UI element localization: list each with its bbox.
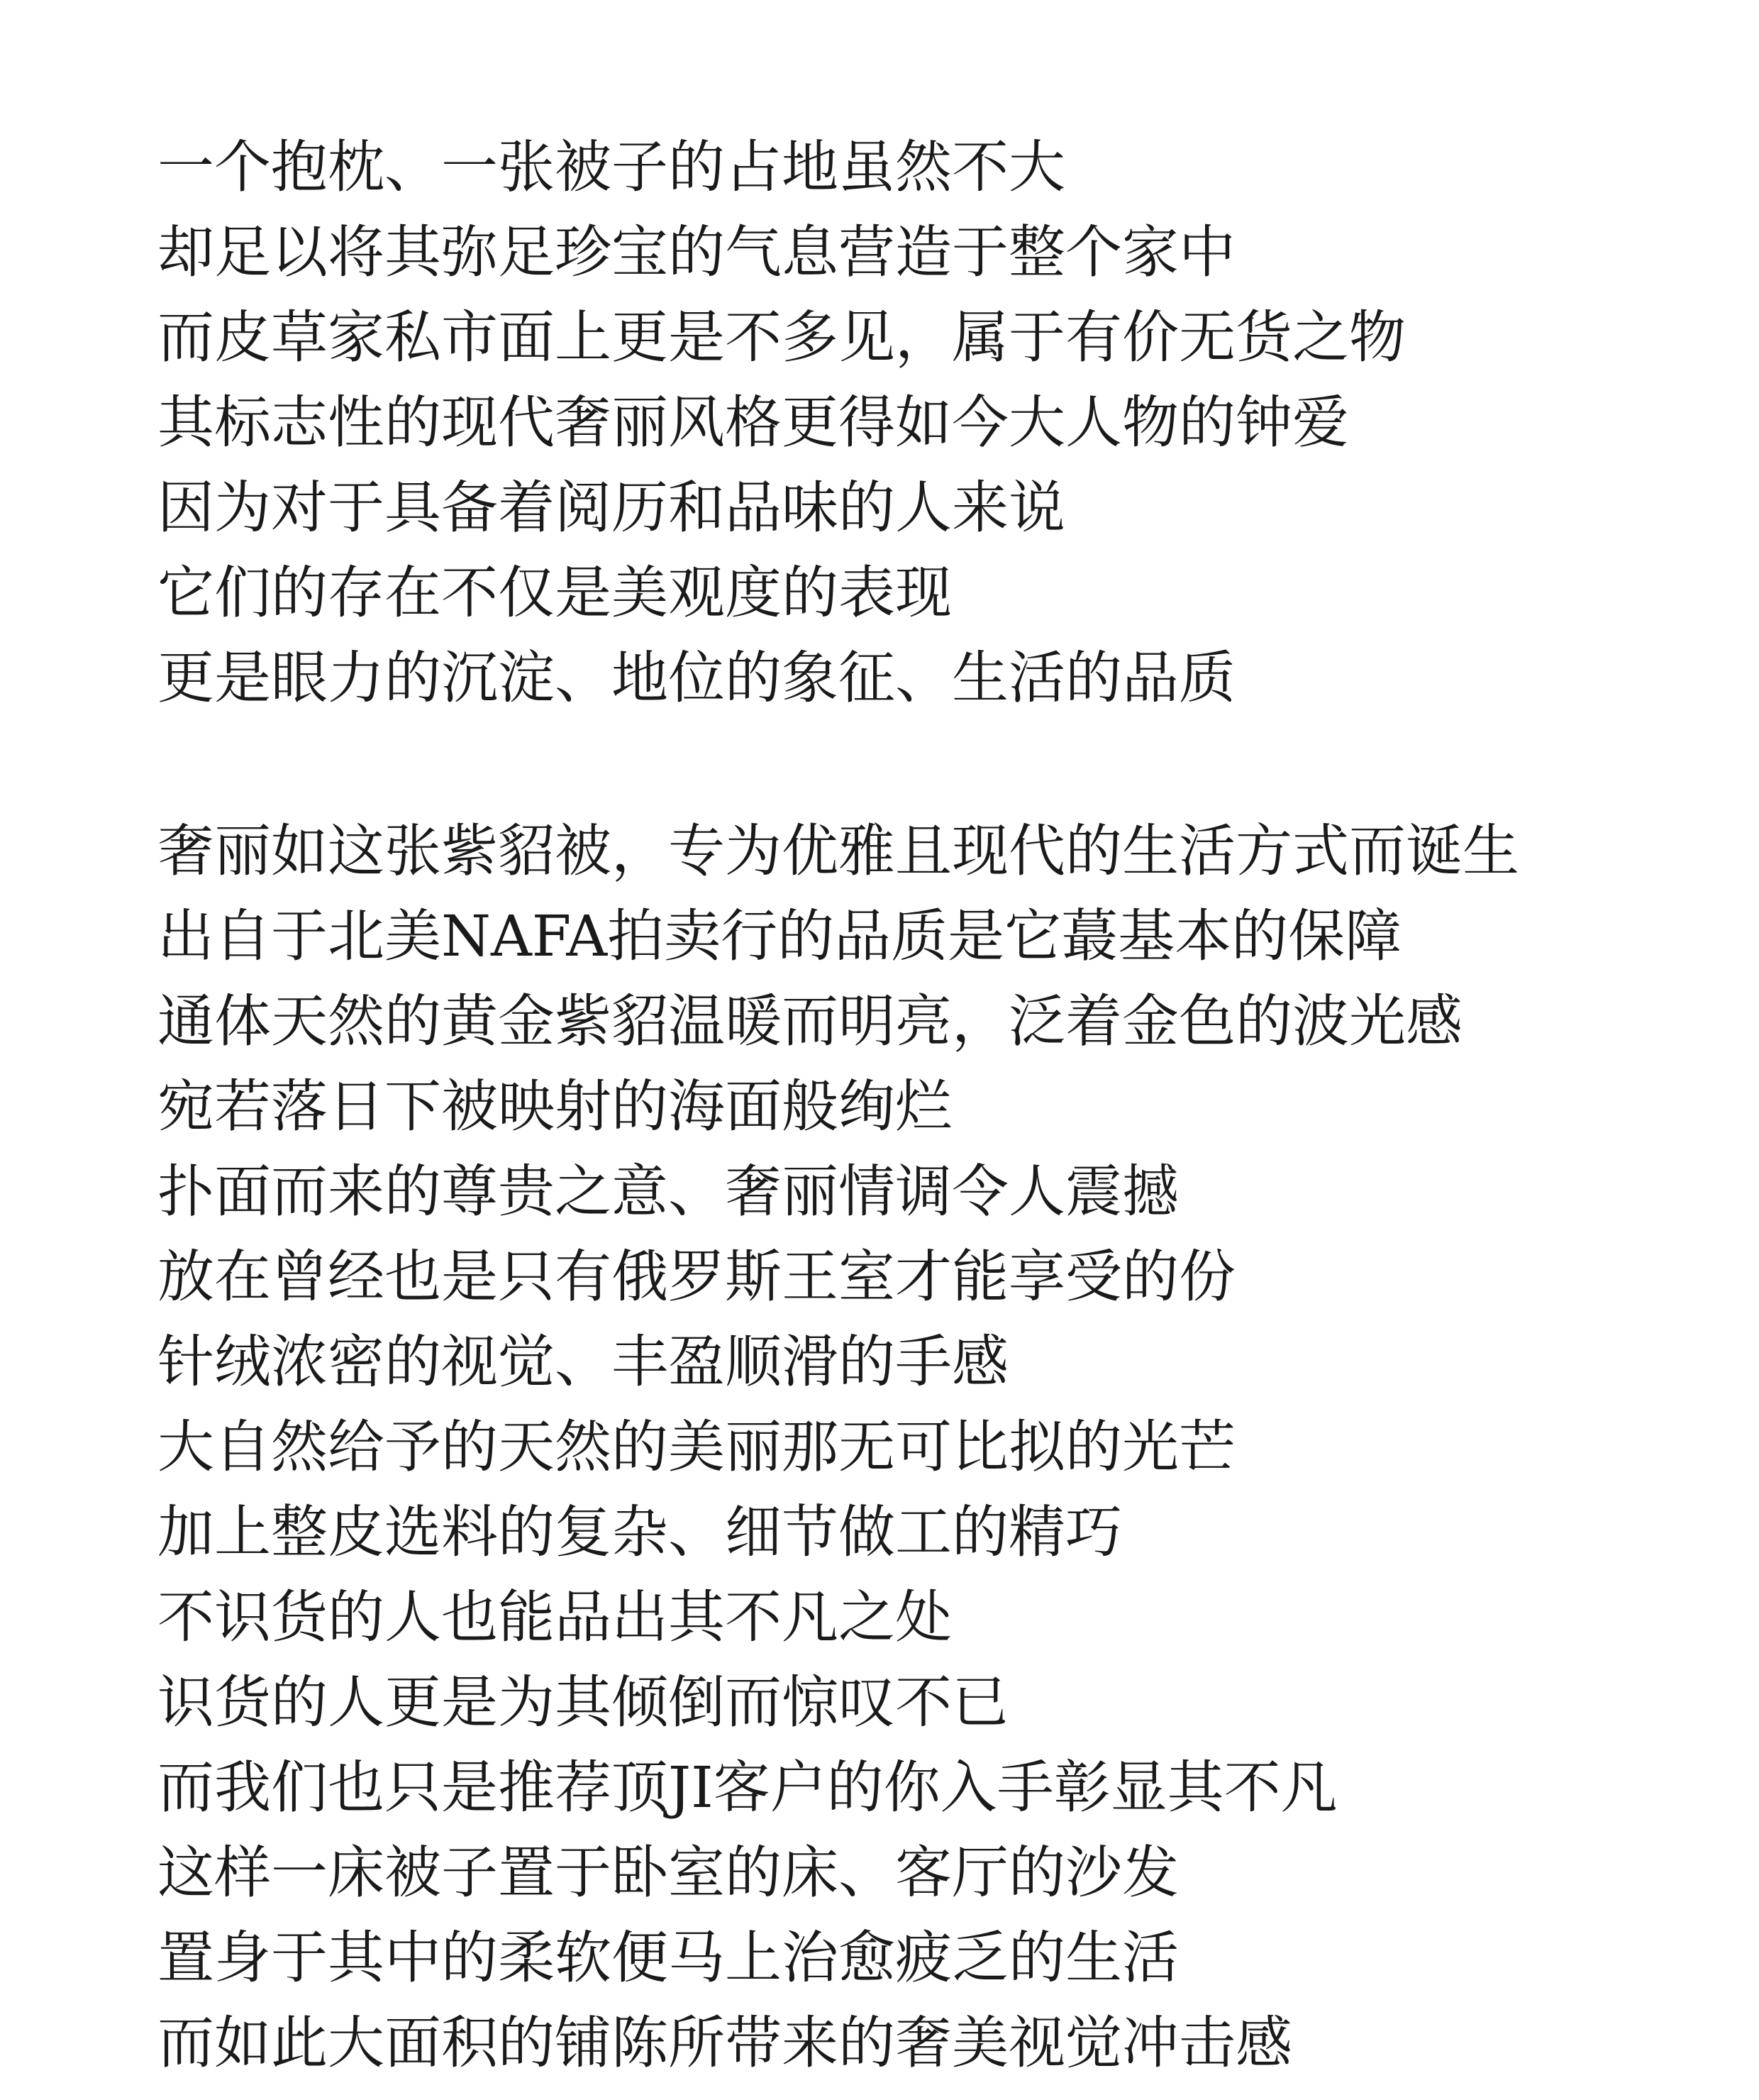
text-line: 一个抱枕、一张被子的占地虽然不大 (157, 134, 1065, 200)
text-line: 因为对于具备着阅历和品味的人来说 (157, 475, 1065, 541)
text-line: 大自然给予的天然的美丽那无可比拟的光芒 (157, 1414, 1236, 1480)
text-line: 而皮草家私市面上更是不多见，属于有价无货之物 (157, 304, 1406, 370)
text-line: 奢丽如这张紫貂被，专为优雅且现代的生活方式而诞生 (157, 818, 1519, 884)
text-line: 不识货的人也能品出其不凡之处 (157, 1584, 952, 1650)
text-line: 扑面而来的尊贵之意、奢丽情调令人震撼 (157, 1159, 1179, 1225)
text-line: 识货的人更是为其倾倒而惊叹不已 (157, 1669, 1009, 1735)
text-line: 而如此大面积的铺陈所带来的奢美视觉冲击感 (157, 2010, 1292, 2076)
text-line: 放在曾经也是只有俄罗斯王室才能享受的份 (157, 1244, 1236, 1310)
text-line: 而我们也只是推荐顶JI客户的你入手彰显其不凡 (157, 1754, 1338, 1820)
text-line: 加上整皮选料的复杂、细节做工的精巧 (157, 1499, 1122, 1565)
text-line: 这样一床被子置于卧室的床、客厅的沙发 (157, 1840, 1179, 1906)
text-line: 其标志性的现代奢丽风格更得如今大人物的钟爱 (157, 389, 1349, 455)
paragraph-2 (157, 809, 1519, 2086)
text-line: 置身于其中的柔软便马上治愈疲乏的生活 (157, 1925, 1179, 1991)
text-line: 宛若落日下被映射的海面般绚烂 (157, 1073, 952, 1139)
text-line: 更是眼力的沉淀、地位的象征、生活的品质 (157, 645, 1236, 711)
text-line: 通体天然的黄金紫貂温暖而明亮，泛着金色的波光感 (157, 988, 1463, 1054)
text-line: 它们的存在不仅是美观度的表现 (157, 560, 952, 626)
text-line: 却足以将其弥足珍宝的气息营造于整个家中 (157, 219, 1236, 285)
paragraph-1 (157, 125, 1406, 721)
text-line: 针绒浓密的视觉、丰盈顺滑的手感 (157, 1329, 1009, 1395)
text-line: 出自于北美NAFA拍卖行的品质是它蕞基本的保障 (157, 903, 1402, 969)
